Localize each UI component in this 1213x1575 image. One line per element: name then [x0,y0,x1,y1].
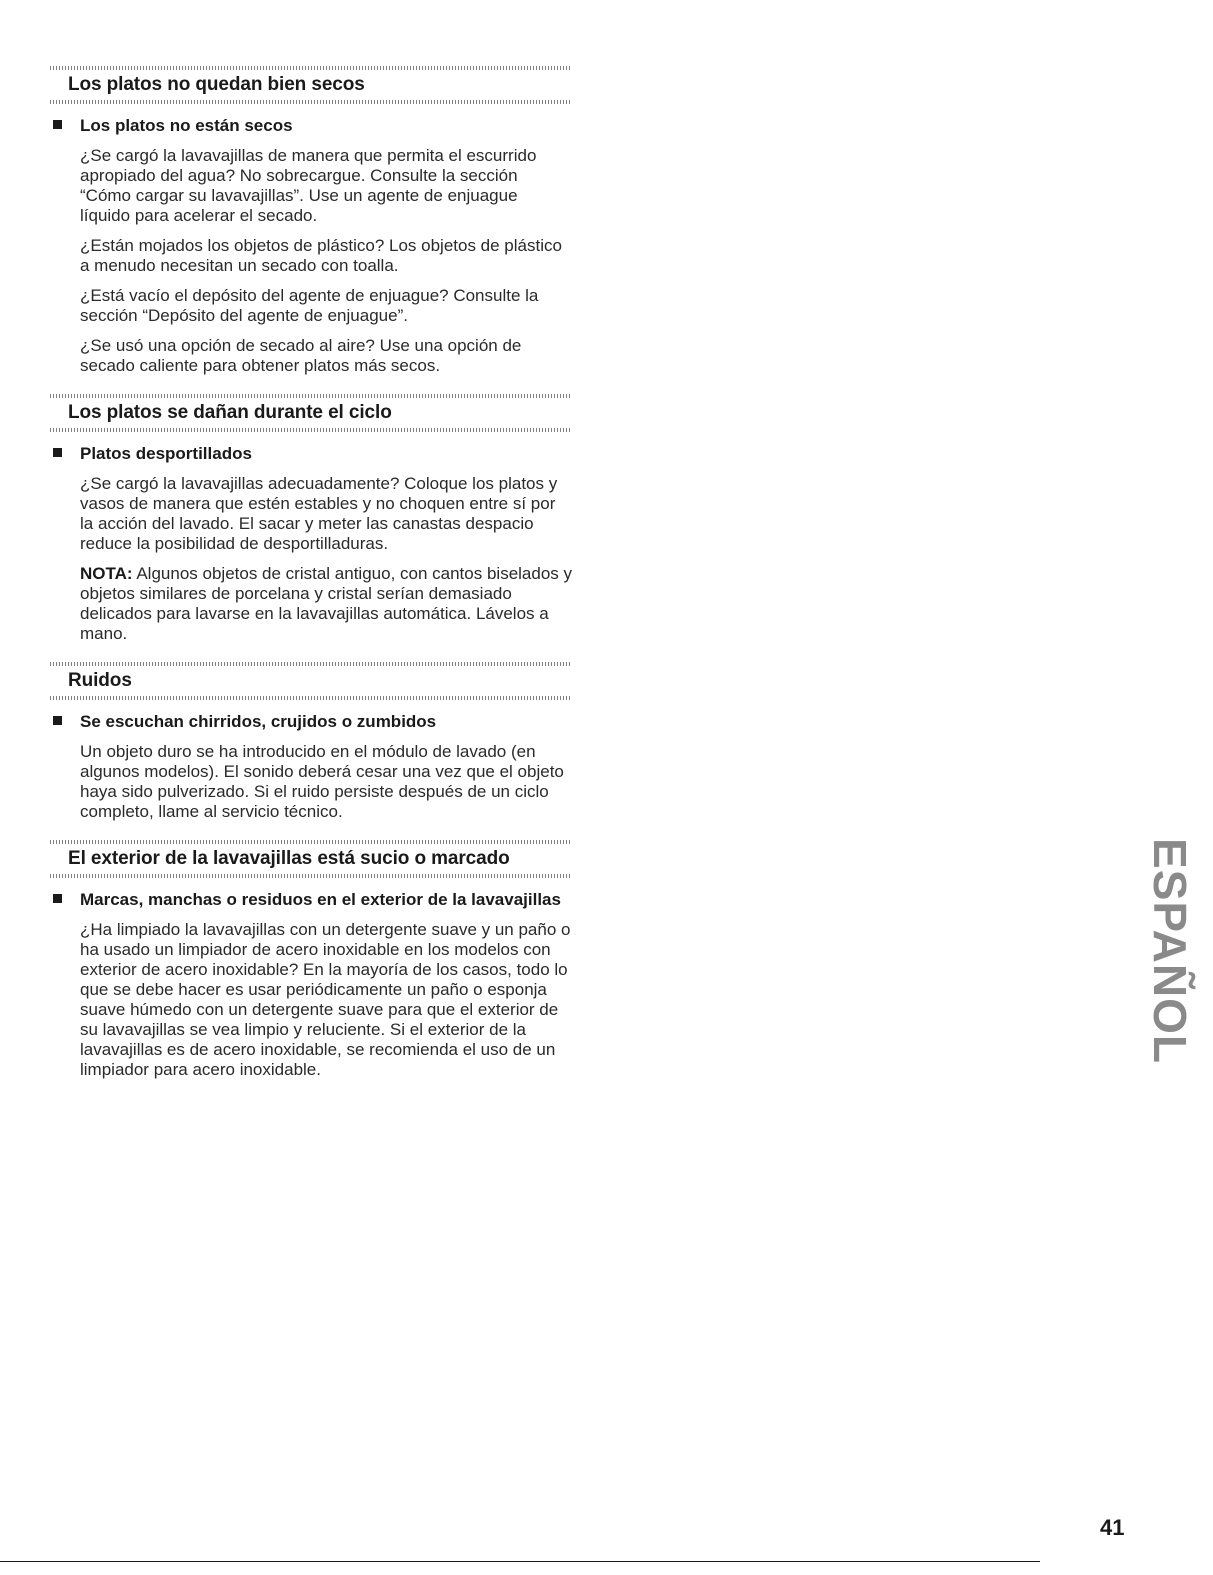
section-rule-bottom [50,696,572,700]
section-heading: Ruidos [68,670,132,691]
problem-title: Se escuchan chirridos, crujidos o zumbidos [80,712,437,731]
section-rule-bottom [50,874,572,878]
problem-item [50,890,572,1080]
footer-rule [0,1561,1040,1562]
section-rule-top [50,66,572,70]
paragraph: ¿Se cargó la lavavajillas adecuadamente? Coloque los platos y vasos de manera que estén estables y no choquen entre sí por la acción del lavado. El sacar y meter las canastas despacio reduce la posibilidad de desportilladuras. [80,474,558,553]
section-rule-top [50,662,572,666]
problem-item [50,444,572,644]
section-dishes-damaged [50,394,572,644]
note-text: Algunos objetos de cristal antiguo, con cantos biselados y objetos similares de porcelana y cristal serían demasiado delicados para lavarse en la lavavajillas automática. Lávelos a mano. [80,564,573,643]
square-bullet-icon [53,716,62,725]
paragraph: ¿Está vacío el depósito del agente de enjuague? Consulte la sección “Depósito del agente de enjuague”. [80,286,539,325]
paragraph: Un objeto duro se ha introducido en el módulo de lavado (en algunos modelos). El sonido deberá cesar una vez que el objeto haya sido pulverizado. Si el ruido persiste después de un ciclo completo, llame al servicio técnico. [80,742,564,821]
square-bullet-icon [53,894,62,903]
problem-title: Los platos no están secos [80,116,293,135]
section-exterior-dirty [50,840,572,1080]
problem-item [50,116,572,376]
problem-item [50,712,572,822]
paragraph: ¿Ha limpiado la lavavajillas con un detergente suave y un paño o ha usado un limpiador de acero inoxidable en los modelos con exterior de acero inoxidable? En la mayoría de los casos, todo lo que se debe hacer es usar periódicamente un paño o esponja suave húmedo con un detergente suave para que el exterior de su lavavajillas se vea limpio y reluciente. Si el exterior de la lavavajillas es de acero inoxidable, se recomienda el uso de un limpiador para acero inoxidable. [80,920,571,1079]
square-bullet-icon [53,448,62,457]
problem-title: Platos desportillados [80,444,252,463]
problem-title: Marcas, manchas o residuos en el exterior de la lavavajillas [80,890,561,909]
paragraph: ¿Están mojados los objetos de plástico? Los objetos de plástico a menudo necesitan un secado con toalla. [80,236,562,275]
language-side-tab [1144,838,1196,1064]
page-number: 41 [1100,1515,1125,1540]
section-heading: Los platos no quedan bien secos [68,74,365,95]
section-heading: Los platos se dañan durante el ciclo [68,402,392,423]
paragraph: ¿Se cargó la lavavajillas de manera que permita el escurrido apropiado del agua? No sobrecargue. Consulte la sección “Cómo cargar su lavavajillas”. Use un agente de enjuague líquido para acelerar el secado. [80,146,537,225]
paragraph: ¿Se usó una opción de secado al aire? Use una opción de secado caliente para obtener platos más secos. [80,336,522,375]
section-rule-bottom [50,428,572,432]
section-dishes-not-dry [50,66,572,376]
section-rule-bottom [50,100,572,104]
language-tab-label: ESPAÑOL [1144,838,1196,1064]
section-rule-top [50,840,572,844]
section-noises [50,662,572,822]
section-heading: El exterior de la lavavajillas está sucio o marcado [68,848,510,869]
square-bullet-icon [53,120,62,129]
section-rule-top [50,394,572,398]
note-label: NOTA: [80,564,133,583]
note-paragraph [80,564,572,644]
troubleshooting-column [50,66,572,1098]
